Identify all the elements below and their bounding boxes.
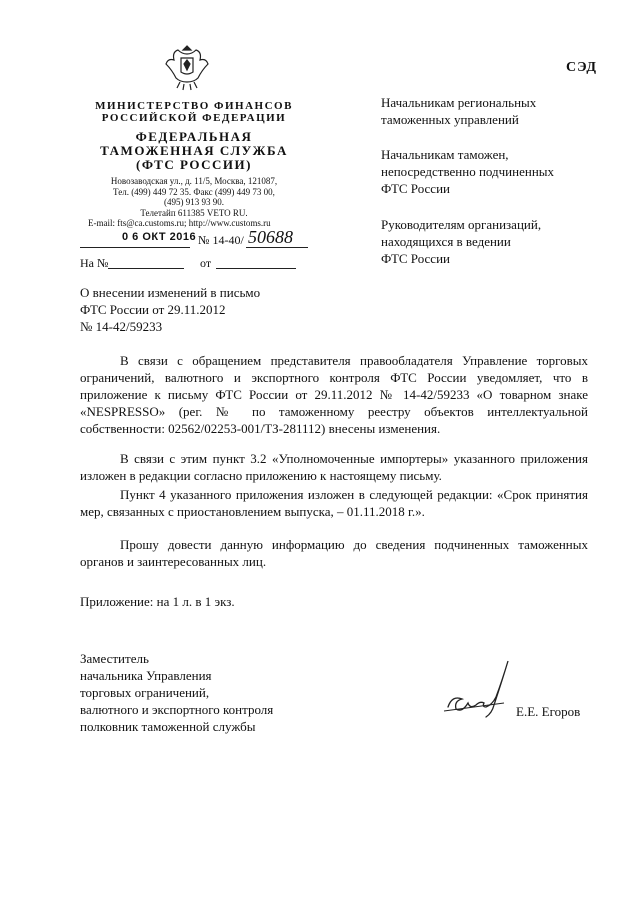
phone: Тел. (499) 449 72 35. Факс (499) 449 73 00, [113, 186, 275, 197]
ot-underline [216, 268, 296, 269]
handwritten-signature [440, 645, 520, 725]
body-paragraph-1: В связи с обращением представителя правообладателя Управление торговых ограничений, валютного и экспортного контроля ФТС России уведомляет, что в приложение к письму ФТС России от 29.11.2012 № 14-42/59233 «О товарном знаке «NESPRESSO» (рег. № по таможенному реестру объектов интеллектуальной собственности: 02562/02253-001/ТЗ-281112) внесены изменения. [80, 353, 588, 436]
date-stamp: 0 6 ОКТ 2016 [122, 231, 197, 243]
signer-line-2: начальника Управления [80, 668, 212, 683]
signer-title [80, 650, 360, 735]
email: E-mail: fts@ca.customs.ru; http://www.customs.ru [88, 218, 271, 228]
signer-name: Е.Е. Егоров [516, 704, 581, 719]
ot-label: от [200, 256, 212, 270]
recipient-1-line-2: таможенных управлений [381, 112, 519, 127]
recipient-2-line-2: непосредственно подчиненных [381, 164, 555, 179]
reg-number-prefix: № 14-40/ [198, 233, 244, 247]
reg-number-handwritten: 50688 [248, 227, 293, 247]
number-underline [246, 247, 308, 248]
address: Новозаводская ул., д. 11/5, Москва, 121087, [110, 176, 278, 186]
recipient-2-line-3: ФТС России [381, 181, 450, 196]
recipient-3-line-1: Руководителям организаций, [381, 217, 542, 232]
agency-name [86, 130, 302, 172]
teletype: Телетайп 611385 VETO RU. [140, 207, 248, 218]
signer-line-4: валютного и экспортного контроля [80, 702, 274, 717]
state-emblem-icon [164, 40, 210, 94]
subject-line-3: № 14-42/59233 [80, 319, 163, 334]
body-paragraph-2: В связи с этим пункт 3.2 «Уполномоченные импортеры» указанного приложения изложен в редакции согласно приложению к настоящему письму. [80, 451, 588, 483]
recipient-2 [381, 146, 601, 197]
signer-line-1: Заместитель [80, 651, 149, 666]
body-paragraph-4: Прошу довести данную информацию до сведения подчиненных таможенных органов и заинтересованных лиц. [80, 537, 588, 569]
ministry-line-2: РОССИЙСКОЙ ФЕДЕРАЦИИ [101, 112, 287, 124]
agency-line-1: ФЕДЕРАЛЬНАЯ [135, 129, 253, 144]
recipient-3-line-2: находящихся в ведении [381, 234, 511, 249]
phone-2: (495) 913 93 90. [164, 197, 224, 207]
letter-subject [80, 284, 310, 335]
subject-line-1: О внесении изменений в письмо [80, 285, 261, 300]
ministry-name [86, 100, 302, 124]
recipient-3-line-3: ФТС России [381, 251, 450, 266]
recipient-1 [381, 94, 601, 128]
recipient-2-line-1: Начальникам таможен, [381, 147, 509, 162]
contact-block [86, 176, 302, 229]
na-underline [108, 268, 184, 269]
sed-mark: СЭД [566, 60, 598, 75]
na-label: На № [80, 256, 109, 270]
agency-line-2: ТАМОЖЕННАЯ СЛУЖБА [100, 143, 288, 158]
body-paragraph-3: Пункт 4 указанного приложения изложен в следующей редакции: «Срок принятия мер, связанных с приостановлением выпуска, – 01.11.2018 г.». [80, 487, 588, 519]
agency-line-3: (ФТС РОССИИ) [136, 157, 252, 172]
recipient-1-line-1: Начальникам региональных [381, 95, 537, 110]
signer-line-3: торговых ограничений, [80, 685, 210, 700]
ministry-line-1: МИНИСТЕРСТВО ФИНАНСОВ [95, 100, 293, 112]
date-underline [80, 247, 190, 248]
registration-line [80, 227, 310, 253]
subject-line-2: ФТС России от 29.11.2012 [80, 302, 226, 317]
recipient-3 [381, 216, 601, 267]
signer-line-5: полковник таможенной службы [80, 719, 256, 734]
attachment-note: Приложение: на 1 л. в 1 экз. [80, 594, 235, 609]
